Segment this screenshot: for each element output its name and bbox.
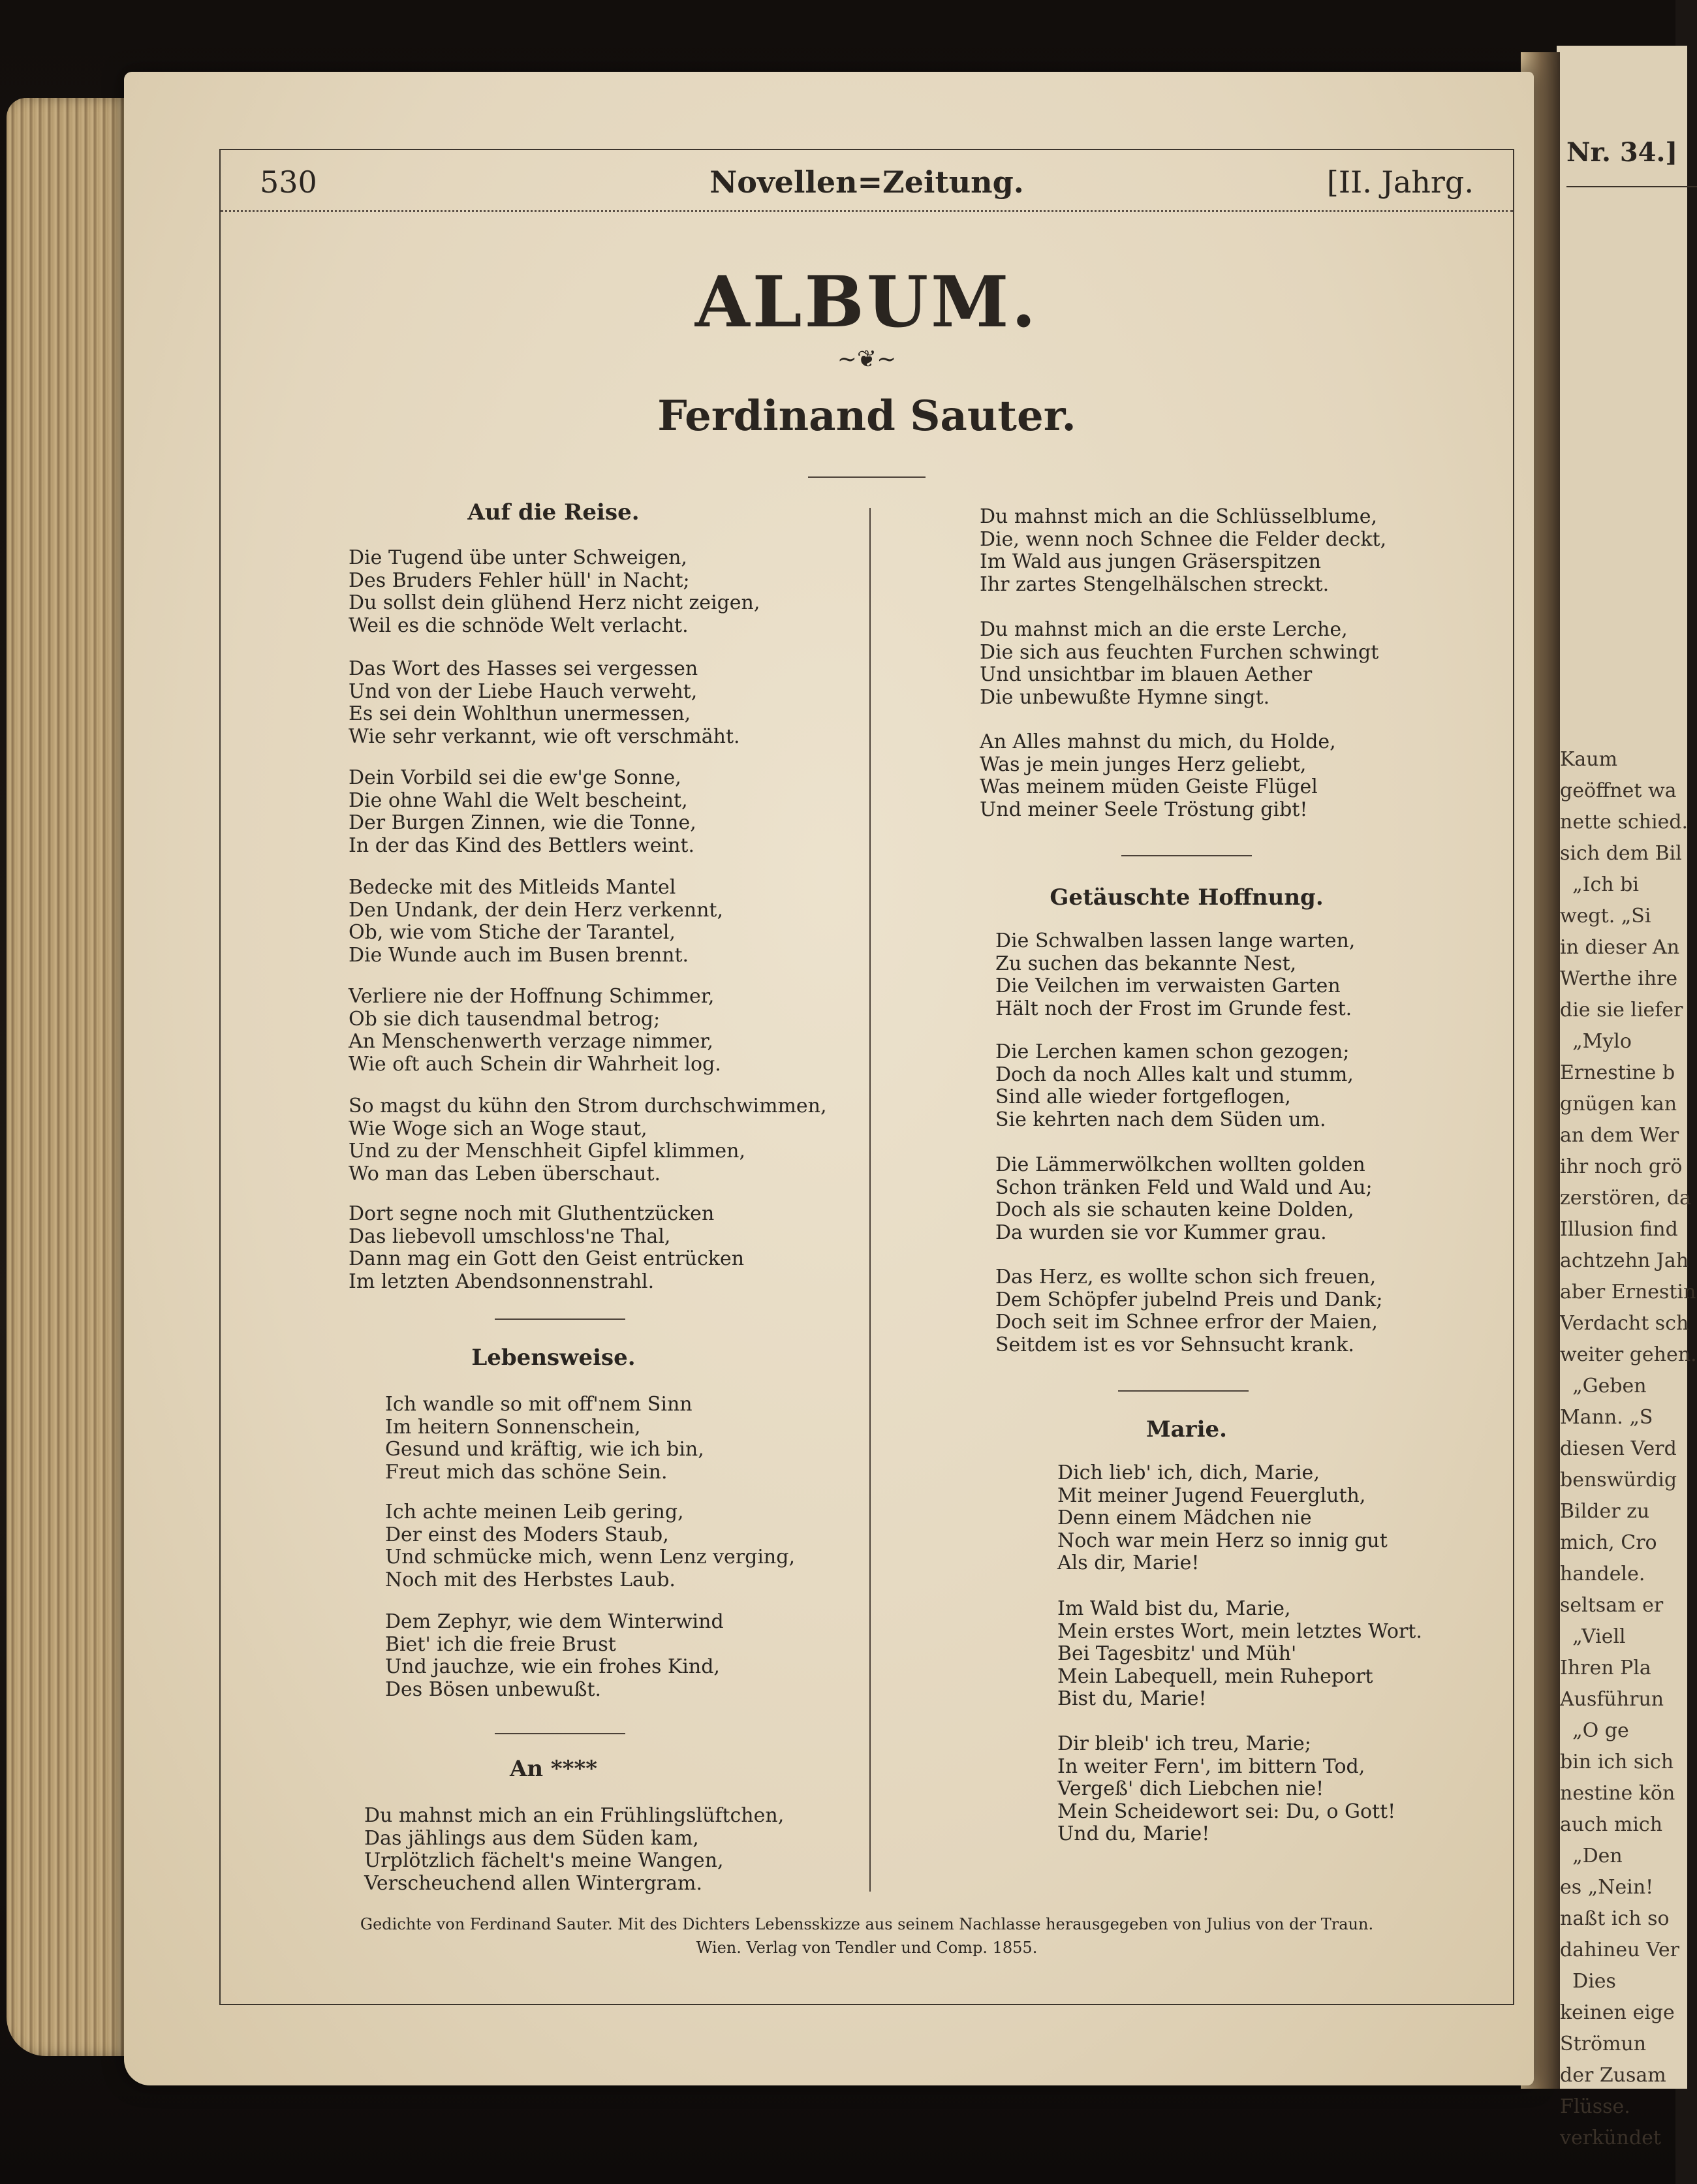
flourish-ornament: ~❦~ xyxy=(837,346,897,373)
stanza: Dein Vorbild sei die ew'ge Sonne, Die ohne Wahl die Welt bescheint, Der Burgen Zinnen, wie die Tonne, In der das Kind des Bettlers weint. xyxy=(349,766,696,857)
next-page xyxy=(1557,46,1697,2149)
next-page-text: Kaum geöffnet wa nette schied. sich dem Bil „Ich bi wegt. „Si in dieser An Werthe ihre die sie liefer „Mylo Ernestine b gnügen kan an dem Wer ihr noch grö zerstören, da Illusion find achtzehn Jah aber Ernestin Verdacht sch weiter gehen. „Geben Mann. „S diesen Verd benswürdig Bilder zu mich, Cro handele. seltsam er „Viell Ihren Pla Ausführun „O ge bin ich sich nestine kön auch mich „Den es „Nein! naßt ich so dahineu Ver Dies keinen eige Strömun der Zusam Flüsse. verkündet xyxy=(1560,748,1697,2149)
stanza: Die Schwalben lassen lange warten, Zu suchen das bekannte Nest, Die Veilchen im verwaisten Garten Hält noch der Frost im Grunde fest. xyxy=(995,929,1356,1020)
stanza: Das Wort des Hasses sei vergessen Und von der Liebe Hauch verweht, Es sei dein Wohlthun unermessen, Wie sehr verkannt, wie oft verschmäht. xyxy=(349,657,740,748)
stanza: Bedecke mit des Mitleids Mantel Den Undank, der dein Herz verkennt, Ob, wie vom Stiche der Tarantel, Die Wunde auch im Busen brennt. xyxy=(349,876,723,967)
poem-title: An **** xyxy=(509,1756,598,1782)
stanza: Dort segne noch mit Gluthentzücken Das liebevoll umschloss'ne Thal, Dann mag ein Gott den Geist entrücken Im letzten Abendsonnenstrahl. xyxy=(349,1202,745,1293)
author-name: Ferdinand Sauter. xyxy=(657,392,1076,441)
page-frame xyxy=(219,149,1514,2005)
stanza: Dich lieb' ich, dich, Marie, Mit meiner Jugend Feuergluth, Denn einem Mädchen nie Noch war mein Herz so innig gut Als dir, Marie! xyxy=(1057,1461,1388,1574)
volume-label: [II. Jahrg. xyxy=(1326,164,1474,200)
stanza: Ich achte meinen Leib gering, Der einst des Moders Staub, Und schmücke mich, wenn Lenz verging, Noch mit des Herbstes Laub. xyxy=(385,1501,795,1591)
stanza: Das Herz, es wollte schon sich freuen, Dem Schöpfer jubelnd Preis und Dank; Doch seit im Schnee erfror der Maien, Seitdem ist es vor Sehnsucht krank. xyxy=(995,1266,1383,1356)
stanza: So magst du kühn den Strom durchschwimmen, Wie Woge sich an Woge staut, Und zu der Menschheit Gipfel klimmen, Wo man das Leben überschaut. xyxy=(349,1095,827,1185)
section-rule xyxy=(1121,855,1252,856)
journal-title: Novellen=Zeitung. xyxy=(709,164,1024,200)
poem-title: Auf die Reise. xyxy=(467,499,640,525)
next-page-rule xyxy=(1566,186,1697,187)
section-rule xyxy=(495,1733,625,1734)
section-rule xyxy=(495,1318,625,1320)
stanza: Die Tugend übe unter Schweigen, Des Bruders Fehler hüll' in Nacht; Du sollst dein glühend Herz nicht zeigen, Weil es die schnöde Welt verlacht. xyxy=(349,546,760,637)
section-rule xyxy=(1118,1390,1249,1392)
title-rule xyxy=(808,476,926,478)
source-citation xyxy=(221,1912,1513,1959)
running-header xyxy=(221,150,1513,209)
stanza: Im Wald bist du, Marie, Mein erstes Wort, mein letztes Wort. Bei Tagesbitz' und Müh' Mein Labequell, mein Ruheport Bist du, Marie! xyxy=(1057,1597,1422,1710)
next-page-header: Nr. 34.] xyxy=(1566,137,1678,168)
stanza: Du mahnst mich an die Schlüsselblume, Die, wenn noch Schnee die Felder deckt, Im Wald aus jungen Gräserspitzen Ihr zartes Stengelhälschen streckt. xyxy=(980,505,1387,596)
page-edges xyxy=(7,98,131,2056)
page-number: 530 xyxy=(260,164,317,200)
poem-title: Lebensweise. xyxy=(471,1345,636,1371)
stanza: An Alles mahnst du mich, du Holde, Was je mein junges Herz geliebt, Was meinem müden Geiste Flügel Und meiner Seele Tröstung gibt! xyxy=(980,730,1336,821)
stanza: Die Lämmerwölkchen wollten golden Schon tränken Feld und Wald und Au; Doch als sie schauten keine Dolden, Da wurden sie vor Kummer grau. xyxy=(995,1153,1373,1244)
citation-publisher: Wien. Verlag von Tendler und Comp. 1855. xyxy=(696,1939,1038,1957)
stanza: Verliere nie der Hoffnung Schimmer, Ob sie dich tausendmal betrog; An Menschenwerth verzage nimmer, Wie oft auch Schein dir Wahrheit log. xyxy=(349,985,721,1076)
stanza: Ich wandle so mit off'nem Sinn Im heitern Sonnenschein, Gesund und kräftig, wie ich bin, Freut mich das schöne Sein. xyxy=(385,1393,704,1484)
header-rule xyxy=(221,210,1513,212)
stanza: Du mahnst mich an die erste Lerche, Die sich aus feuchten Furchen schwingt Und unsichtbar im blauen Aether Die unbewußte Hymne singt. xyxy=(980,618,1379,709)
stanza: Die Lerchen kamen schon gezogen; Doch da noch Alles kalt und stumm, Sind alle wieder fortgeflogen, Sie kehrten nach dem Süden um. xyxy=(995,1040,1354,1131)
stanza: Du mahnst mich an ein Frühlingslüftchen, Das jählings aus dem Süden kam, Urplötzlich fächelt's meine Wangen, Verscheuchend allen Wintergram. xyxy=(364,1804,785,1895)
citation-line: Gedichte von Ferdinand Sauter. Mit des Dichters Lebensskizze aus seinem Nachlasse herausgegeben von Julius von der Traun. xyxy=(360,1915,1374,1933)
album-title: ALBUM. xyxy=(694,261,1039,343)
column-divider xyxy=(869,508,871,1892)
poem-title: Getäuschte Hoffnung. xyxy=(1050,884,1324,911)
poem-title: Marie. xyxy=(1146,1416,1227,1443)
stanza: Dir bleib' ich treu, Marie; In weiter Fern', im bittern Tod, Vergeß' dich Liebchen nie! Mein Scheidewort sei: Du, o Gott! Und du, Marie! xyxy=(1057,1732,1396,1845)
stanza: Dem Zephyr, wie dem Winterwind Biet' ich die freie Brust Und jauchze, wie ein frohes Kind, Des Bösen unbewußt. xyxy=(385,1610,724,1701)
